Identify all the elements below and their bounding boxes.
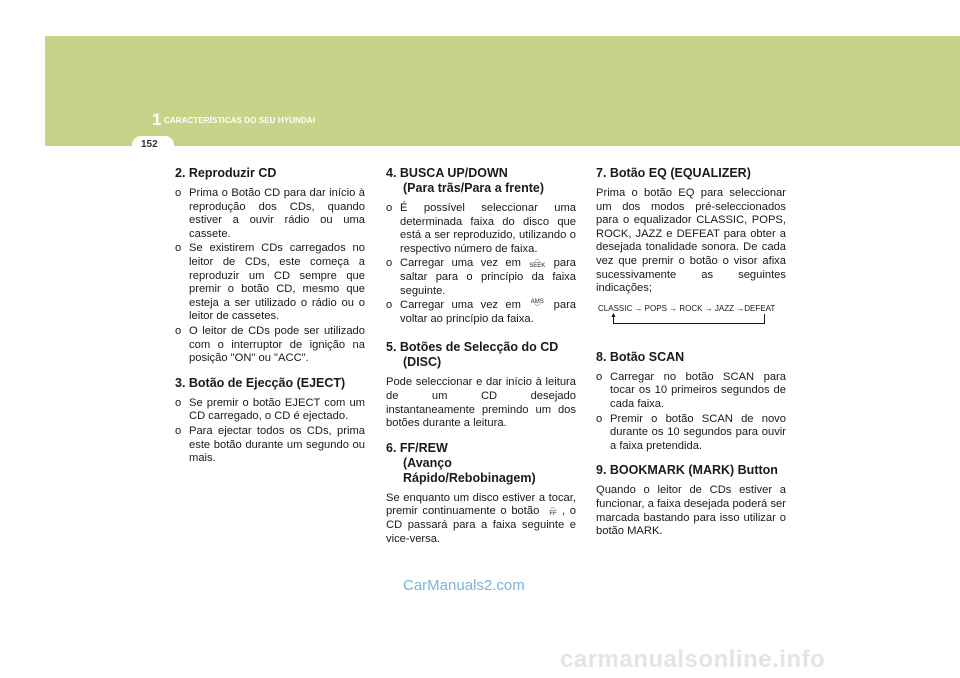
section-title: 8. Botão SCAN	[596, 349, 685, 364]
section-title-line1: 5. Botões de Selecção do CD	[386, 340, 559, 355]
seek-up-icon: ︿ SEEK	[529, 257, 546, 270]
section-busca	[386, 166, 576, 326]
section-reproduzir-cd	[175, 166, 365, 366]
watermark-carmanualsonline: carmanualsonline.info	[560, 646, 826, 673]
section-title	[386, 166, 576, 196]
list-item-text: Se existirem CDs carregados no leitor de CDs, este começa a reproduzir um CD sempre que premir o botão CD, mesmo que esteja a ser utilizado o rádio ou o leitor de cassetes.	[189, 242, 365, 323]
bullet-glyph: o	[175, 424, 182, 437]
section-title-line1: 6. FF/REW	[386, 440, 448, 455]
section-title: 2. Reproduzir CD	[175, 166, 277, 180]
seek-down-icon: AMS ﹀	[530, 299, 544, 312]
list-item-text: O leitor de CDs pode ser utilizado com o interruptor de ignição na posição "ON" ou "ACC".	[189, 324, 365, 365]
section-title-line2: (Avanço Rápido/Rebobinagem)	[403, 455, 536, 485]
list-item	[175, 397, 365, 424]
list-item	[175, 242, 365, 324]
list-item	[386, 299, 576, 326]
bullet-glyph: o	[175, 324, 182, 337]
section-title: 3. Botão de Ejecção (EJECT)	[175, 375, 346, 390]
list-item-text: Premir o botão SCAN de novo durante os 10 segundos para ouvir a faixa pretendida.	[610, 412, 786, 452]
section-title: 9. BOOKMARK (MARK) Button	[596, 463, 778, 478]
eq-return-line	[764, 314, 765, 324]
list-item-text-pre: Carregar uma vez em	[400, 299, 521, 312]
page-number: 152	[141, 139, 158, 150]
section-scan	[596, 350, 786, 454]
list-item	[175, 325, 365, 366]
eq-cycle-diagram	[596, 302, 786, 336]
column-2	[386, 166, 576, 556]
chapter-number: 1	[152, 110, 162, 129]
chapter-title: CARACTERÍSTICAS DO SEU HYUNDAI	[164, 116, 316, 125]
column-1	[175, 166, 365, 467]
ff-icon: ︿ FF	[549, 505, 557, 518]
section-text: Quando o leitor de CDs estiver a funcionar, a faixa desejada poderá ser marcada bastando para isso utilizar o botão MARK.	[596, 484, 786, 538]
list-item-text-post: para voltar ao princípio da faixa.	[400, 299, 577, 325]
section-title	[386, 441, 576, 486]
arrow-up-icon: ▲	[610, 311, 617, 319]
list-item-text-pre: Carregar uma vez em	[400, 257, 521, 270]
list-item-text: Se premir o botão EJECT com um CD carregado, o CD é ejectado.	[189, 396, 365, 423]
ff-icon-label: FF	[549, 511, 557, 518]
eq-sequence: CLASSIC → POPS → ROCK → JAZZ →DEFEAT	[598, 303, 776, 313]
section-text: Prima o botão EQ para seleccionar um dos modos pré-seleccionados para o equalizador CLASSIC, POPS, ROCK, JAZZ e DEFEAT para obter a desejada tonalidade sonora. De cada vez que premir o botão o visor afixa sucessivamente as seguintes indicações;	[596, 187, 786, 295]
section-eq	[596, 166, 786, 336]
section-text-line1: Se enquanto um disco estiver a tocar,	[386, 491, 576, 504]
section-title: 7. Botão EQ (EQUALIZER)	[596, 166, 751, 180]
column-3	[596, 166, 786, 549]
section-text	[386, 492, 576, 546]
section-disc	[386, 340, 576, 430]
bullet-glyph: o	[175, 187, 182, 199]
list-item	[596, 371, 786, 412]
list-item-text-post: para saltar para o princípio da faixa seguinte.	[400, 257, 577, 297]
section-title	[386, 340, 576, 370]
list-item-text: Prima o Botão CD para dar início à reprodução dos CDs, quando estiver a ouvir rádio ou uma cassete.	[189, 187, 365, 240]
list-item-text: Carregar no botão SCAN para tocar os 10 primeiros segundos de cada faixa.	[610, 370, 786, 410]
ams-icon-label: AMS	[530, 299, 544, 306]
bullet-glyph: o	[175, 396, 182, 409]
bullet-glyph: o	[175, 242, 182, 255]
section-title-line1: 4. BUSCA UP/DOWN	[386, 166, 508, 180]
bullet-glyph: o	[386, 257, 393, 270]
section-text-post: , o CD passará para a faixa seguinte e vice-versa.	[386, 505, 576, 545]
bullet-glyph: o	[596, 370, 603, 383]
eq-return-line	[614, 323, 764, 324]
section-title-line2: (DISC)	[403, 355, 442, 370]
list-item-text: É possível seleccionar uma determinada faixa do disco que está a ser reproduzido, utilizando o respectivo número de faixa.	[400, 202, 576, 255]
seek-icon-label: SEEK	[529, 263, 546, 270]
section-eject	[175, 376, 365, 466]
bullet-glyph: o	[386, 299, 393, 312]
watermark-carmanuals2[interactable]: CarManuals2.com	[403, 577, 525, 594]
bullet-glyph: o	[386, 202, 393, 214]
list-item	[596, 413, 786, 454]
section-bookmark	[596, 463, 786, 538]
list-item-text: Para ejectar todos os CDs, prima este botão durante um segundo ou mais.	[189, 424, 365, 465]
section-text-pre: premir continuamente o botão	[386, 505, 540, 518]
bullet-glyph: o	[596, 412, 603, 425]
list-item	[175, 187, 365, 241]
section-title-line2: (Para trãs/Para a frente)	[403, 181, 545, 195]
list-item	[386, 257, 576, 298]
list-item	[175, 425, 365, 466]
list-item	[386, 202, 576, 256]
section-ff-rew	[386, 441, 576, 546]
section-text: Pode seleccionar e dar início à leitura de um CD desejado instantaneamente premindo um dos botões durante a leitura.	[386, 376, 576, 430]
